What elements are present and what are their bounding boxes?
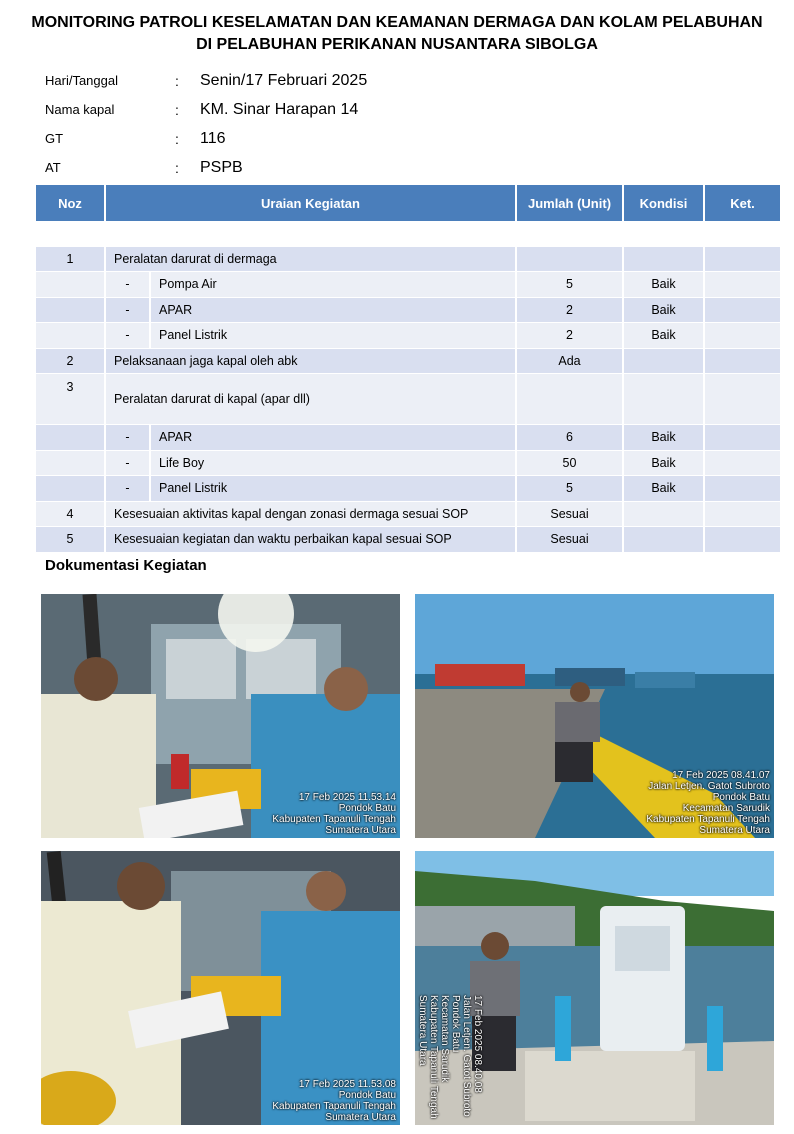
table-row: [36, 323, 780, 349]
info-row-ship: [45, 95, 445, 124]
info-colon: :: [175, 101, 179, 118]
row-quantity: Ada: [517, 349, 624, 375]
row-item: Peralatan darurat di dermaga: [106, 247, 517, 273]
page-title: [0, 12, 794, 56]
row-quantity: 5: [517, 272, 624, 298]
header-notes: Ket.: [705, 185, 780, 221]
monitoring-table: [36, 185, 780, 553]
photo-engine-room-panel: [41, 594, 400, 838]
header-quantity: Jumlah (Unit): [517, 185, 624, 221]
photo-stamp: 17 Feb 2025 11.53.14 Pondok Batu Kabupaten Tapanuli Tengah Sumatera Utara: [272, 792, 396, 836]
row-condition: [624, 502, 705, 528]
row-item: APAR: [151, 425, 517, 451]
row-item: Peralatan darurat di kapal (apar dll): [106, 374, 517, 425]
row-condition: Baik: [624, 272, 705, 298]
row-number: 3: [36, 374, 106, 425]
title-line-1: MONITORING PATROLI KESELAMATAN DAN KEAMANAN DERMAGA DAN KOLAM PELABUHAN: [31, 14, 763, 31]
table-row: [36, 349, 780, 375]
row-condition: Baik: [624, 298, 705, 324]
info-block: [45, 66, 445, 182]
row-number: 5: [36, 527, 106, 553]
row-item: Pompa Air: [151, 272, 517, 298]
table-row: [36, 527, 780, 553]
documentation-title: Dokumentasi Kegiatan: [45, 557, 207, 574]
row-item: Panel Listrik: [151, 476, 517, 502]
info-row-date: [45, 66, 445, 95]
row-dash: -: [106, 476, 151, 502]
row-item: Life Boy: [151, 451, 517, 477]
photo-engine-room-workers: [41, 851, 400, 1125]
row-condition: [624, 349, 705, 375]
info-colon: :: [175, 72, 179, 89]
row-condition: Baik: [624, 323, 705, 349]
row-item: Kesesuaian kegiatan dan waktu perbaikan kapal sesuai SOP: [106, 527, 517, 553]
info-label: AT: [45, 160, 61, 175]
info-row-at: [45, 153, 445, 182]
row-dash: -: [106, 272, 151, 298]
table-row: [36, 272, 780, 298]
row-item: Pelaksanaan jaga kapal oleh abk: [106, 349, 517, 375]
row-quantity: 50: [517, 451, 624, 477]
row-item: Kesesuaian aktivitas kapal dengan zonasi dermaga sesuai SOP: [106, 502, 517, 528]
photo-dock-utility-station: [415, 851, 774, 1125]
info-value: 116: [200, 129, 226, 147]
row-quantity: Sesuai: [517, 527, 624, 553]
title-line-2: DI PELABUHAN PERIKANAN NUSANTARA SIBOLGA: [196, 36, 598, 53]
row-number: 2: [36, 349, 106, 375]
row-condition: Baik: [624, 451, 705, 477]
table-header-row: [36, 185, 780, 221]
row-item: APAR: [151, 298, 517, 324]
info-label: Nama kapal: [45, 102, 115, 117]
info-value: PSPB: [200, 158, 243, 176]
header-no: Noz: [36, 185, 106, 221]
row-condition: [624, 527, 705, 553]
info-label: GT: [45, 131, 64, 146]
row-quantity: 2: [517, 298, 624, 324]
row-condition: Baik: [624, 425, 705, 451]
info-label: Hari/Tanggal: [45, 73, 118, 88]
table-row: [36, 298, 780, 324]
row-quantity: 6: [517, 425, 624, 451]
photo-stamp: 17 Feb 2025 08.40.08 Jalan Letjen. Gatot Subroto Pondok Batu Kecamatan Sarudik Kabupaten Tapanuli Tengah Sumatera Utara: [417, 995, 483, 1119]
row-number: 1: [36, 247, 106, 273]
table-row: [36, 502, 780, 528]
header-condition: Kondisi: [624, 185, 705, 221]
table-row: [36, 476, 780, 502]
row-quantity: Sesuai: [517, 502, 624, 528]
row-dash: -: [106, 425, 151, 451]
info-colon: :: [175, 130, 179, 147]
table-row: [36, 247, 780, 273]
table-row: [36, 374, 780, 425]
table-row: [36, 451, 780, 477]
row-dash: -: [106, 323, 151, 349]
header-description: Uraian Kegiatan: [106, 185, 517, 221]
info-value: KM. Sinar Harapan 14: [200, 100, 359, 118]
row-item: Panel Listrik: [151, 323, 517, 349]
photo-stamp: 17 Feb 2025 08.41.07 Jalan Letjen. Gatot Subroto Pondok Batu Kecamatan Sarudik Kabupaten Tapanuli Tengah Sumatera Utara: [646, 770, 770, 836]
row-quantity: 5: [517, 476, 624, 502]
photo-stamp: 17 Feb 2025 11.53.08 Pondok Batu Kabupaten Tapanuli Tengah Sumatera Utara: [272, 1079, 396, 1123]
row-condition: Baik: [624, 476, 705, 502]
row-dash: -: [106, 298, 151, 324]
info-row-gt: [45, 124, 445, 153]
row-dash: -: [106, 451, 151, 477]
row-quantity: 2: [517, 323, 624, 349]
info-colon: :: [175, 159, 179, 176]
info-value: Senin/17 Februari 2025: [200, 71, 368, 89]
photo-dock-inspection: [415, 594, 774, 838]
table-row: [36, 425, 780, 451]
row-number: 4: [36, 502, 106, 528]
